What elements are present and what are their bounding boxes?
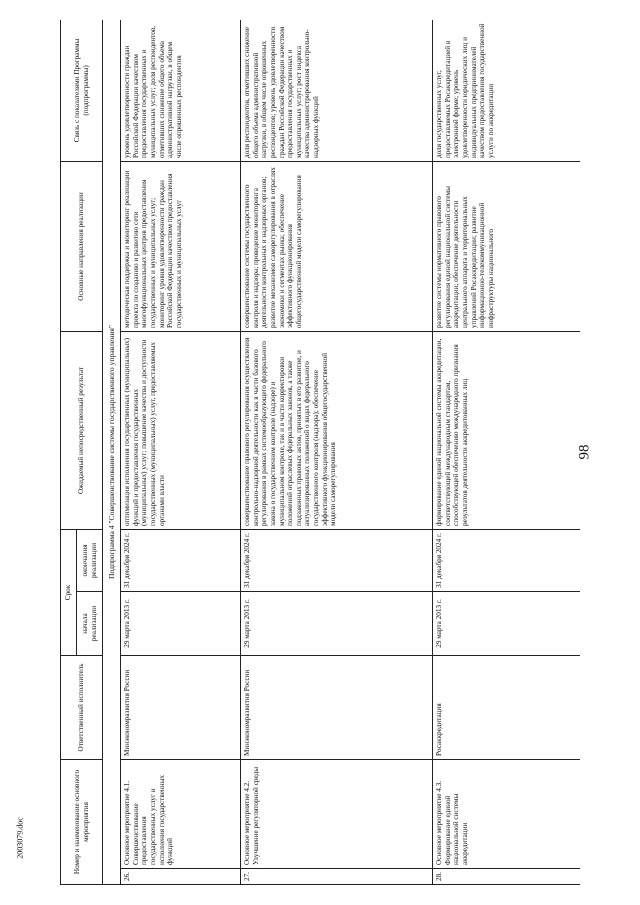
rotated-table-container [60, 20, 580, 885]
measures-table [60, 20, 580, 885]
directions-cell: совершенствование системы государственного контроля и надзора; проведение мониторинга деятельности контрольных и надзорных органов; развитие механизмов саморегулирования в отраслях экономики и сегментах рынка; обеспечение эффективного функционирования общегосударственной модели саморегулирования [241, 161, 433, 331]
document-sheet [60, 20, 580, 885]
executor-cell: Росаккредитация [433, 655, 581, 759]
subprogram-title: Подпрограмма 4 "Совершенствование системы государственного управления" [103, 20, 121, 885]
executor-cell: Минэкономразвития России [121, 655, 241, 759]
start-date: 29 марта 2013 г. [433, 591, 581, 655]
measure-name: Основное мероприятие 4.3. Формирование единой национальной системы аккредитации [433, 759, 581, 868]
header-directions: Основные направления реализации [61, 161, 103, 331]
link-cell: доля государственных услуг, предоставляемых Росаккредитацией в электронной форме; уровень удовлетворенности юридических лиц и индивидуальных предпринимателей качеством предоставления государственной услуги по аккредитации [433, 20, 581, 161]
directions-cell: методическая поддержка и мониторинг реализации проекта по созданию и развитию сети многофункциональных центров предоставления государственных и муниципальных услуг; мониторинг уровня удовлетворенности граждан Российской Федерации качеством предоставления государственных и муниципальных услуг [121, 161, 241, 331]
row-number: 26. [121, 869, 241, 885]
header-start: начала реализации [77, 591, 103, 655]
table-row [241, 20, 433, 885]
result-cell: формирование единой национальной системы аккредитации, соответствующей международным стандартам, способствующей обеспечению международного признания результатов деятельности аккредитованных лиц [433, 331, 581, 529]
header-result: Ожидаемый непосредственный результат [61, 331, 103, 529]
executor-cell: Минэкономразвития России [241, 655, 433, 759]
link-cell: уровень удовлетворенности граждан Российской Федерации качеством предоставления государственных и муниципальных услуг; доля респондентов, отметивших снижение общего объема административной нагрузки, в общем числе опрошенных респондентов [121, 20, 241, 161]
header-num-name: Номер и наименование основного мероприятия [61, 759, 103, 884]
table-row [121, 20, 241, 885]
directions-cell: развитие системы нормативного правового регулирования единой национальной системы аккредитации; обеспечение деятельности центрального аппарата и территориальных управлений Росаккредитации; развитие информационно-телекоммуникационной инфраструктуры национального [433, 161, 581, 331]
row-number: 27. [241, 869, 433, 885]
page-number: 98 [576, 444, 593, 460]
result-cell: оптимизация исполнения государственных (муниципальных) функций и предоставления государственных (муниципальных) услуг; повышение качества и доступности государственных (муниципальных) услуг, предоставляемых органами власти [121, 331, 241, 529]
link-cell: доля респондентов, отметивших снижение общего объема административной нагрузки, в общем числе опрошенных респондентов; уровень удовлетворенности граждан Российской Федерации качеством предоставления государственных и муниципальных услуг; рост индекса качества администрирования контрольно-надзорных функций [241, 20, 433, 161]
row-number: 28. [433, 869, 581, 885]
end-date: 31 декабря 2024 г. [121, 529, 241, 591]
footer-filename: 2003079.doc [15, 817, 25, 859]
header-executor: Ответственный исполнитель [61, 655, 103, 759]
table-row [433, 20, 581, 885]
result-cell: совершенствование правового регулирования осуществления контрольно-надзорной деятельности как в части базового регулирования в рамках системообразующего федерального закона о государственном контроле (надзоре) и муниципальном контроле, так и в части корректировки положений отраслевых федеральных законов, а также подзаконных правовых актов, принятых в его развитие, и актуализированных положений о видах федерального государственного контроля (надзора); обеспечение эффективного функционирования общегосударственной модели саморегулирования [241, 331, 433, 529]
measure-name: Основное мероприятие 4.1. Совершенствование предоставления государственных услуг и исполнения государственных функций [121, 759, 241, 868]
end-date: 31 декабря 2024 г. [433, 529, 581, 591]
start-date: 29 марта 2013 г. [241, 591, 433, 655]
header-term: Срок [61, 529, 77, 655]
measure-name: Основное мероприятие 4.2. Улучшение регуляторной среды [241, 759, 433, 868]
start-date: 29 марта 2013 г. [121, 591, 241, 655]
header-link: Связь с показателями Программы (подпрограммы) [61, 20, 103, 161]
header-end: окончания реализации [77, 529, 103, 591]
end-date: 31 декабря 2024 г. [241, 529, 433, 591]
